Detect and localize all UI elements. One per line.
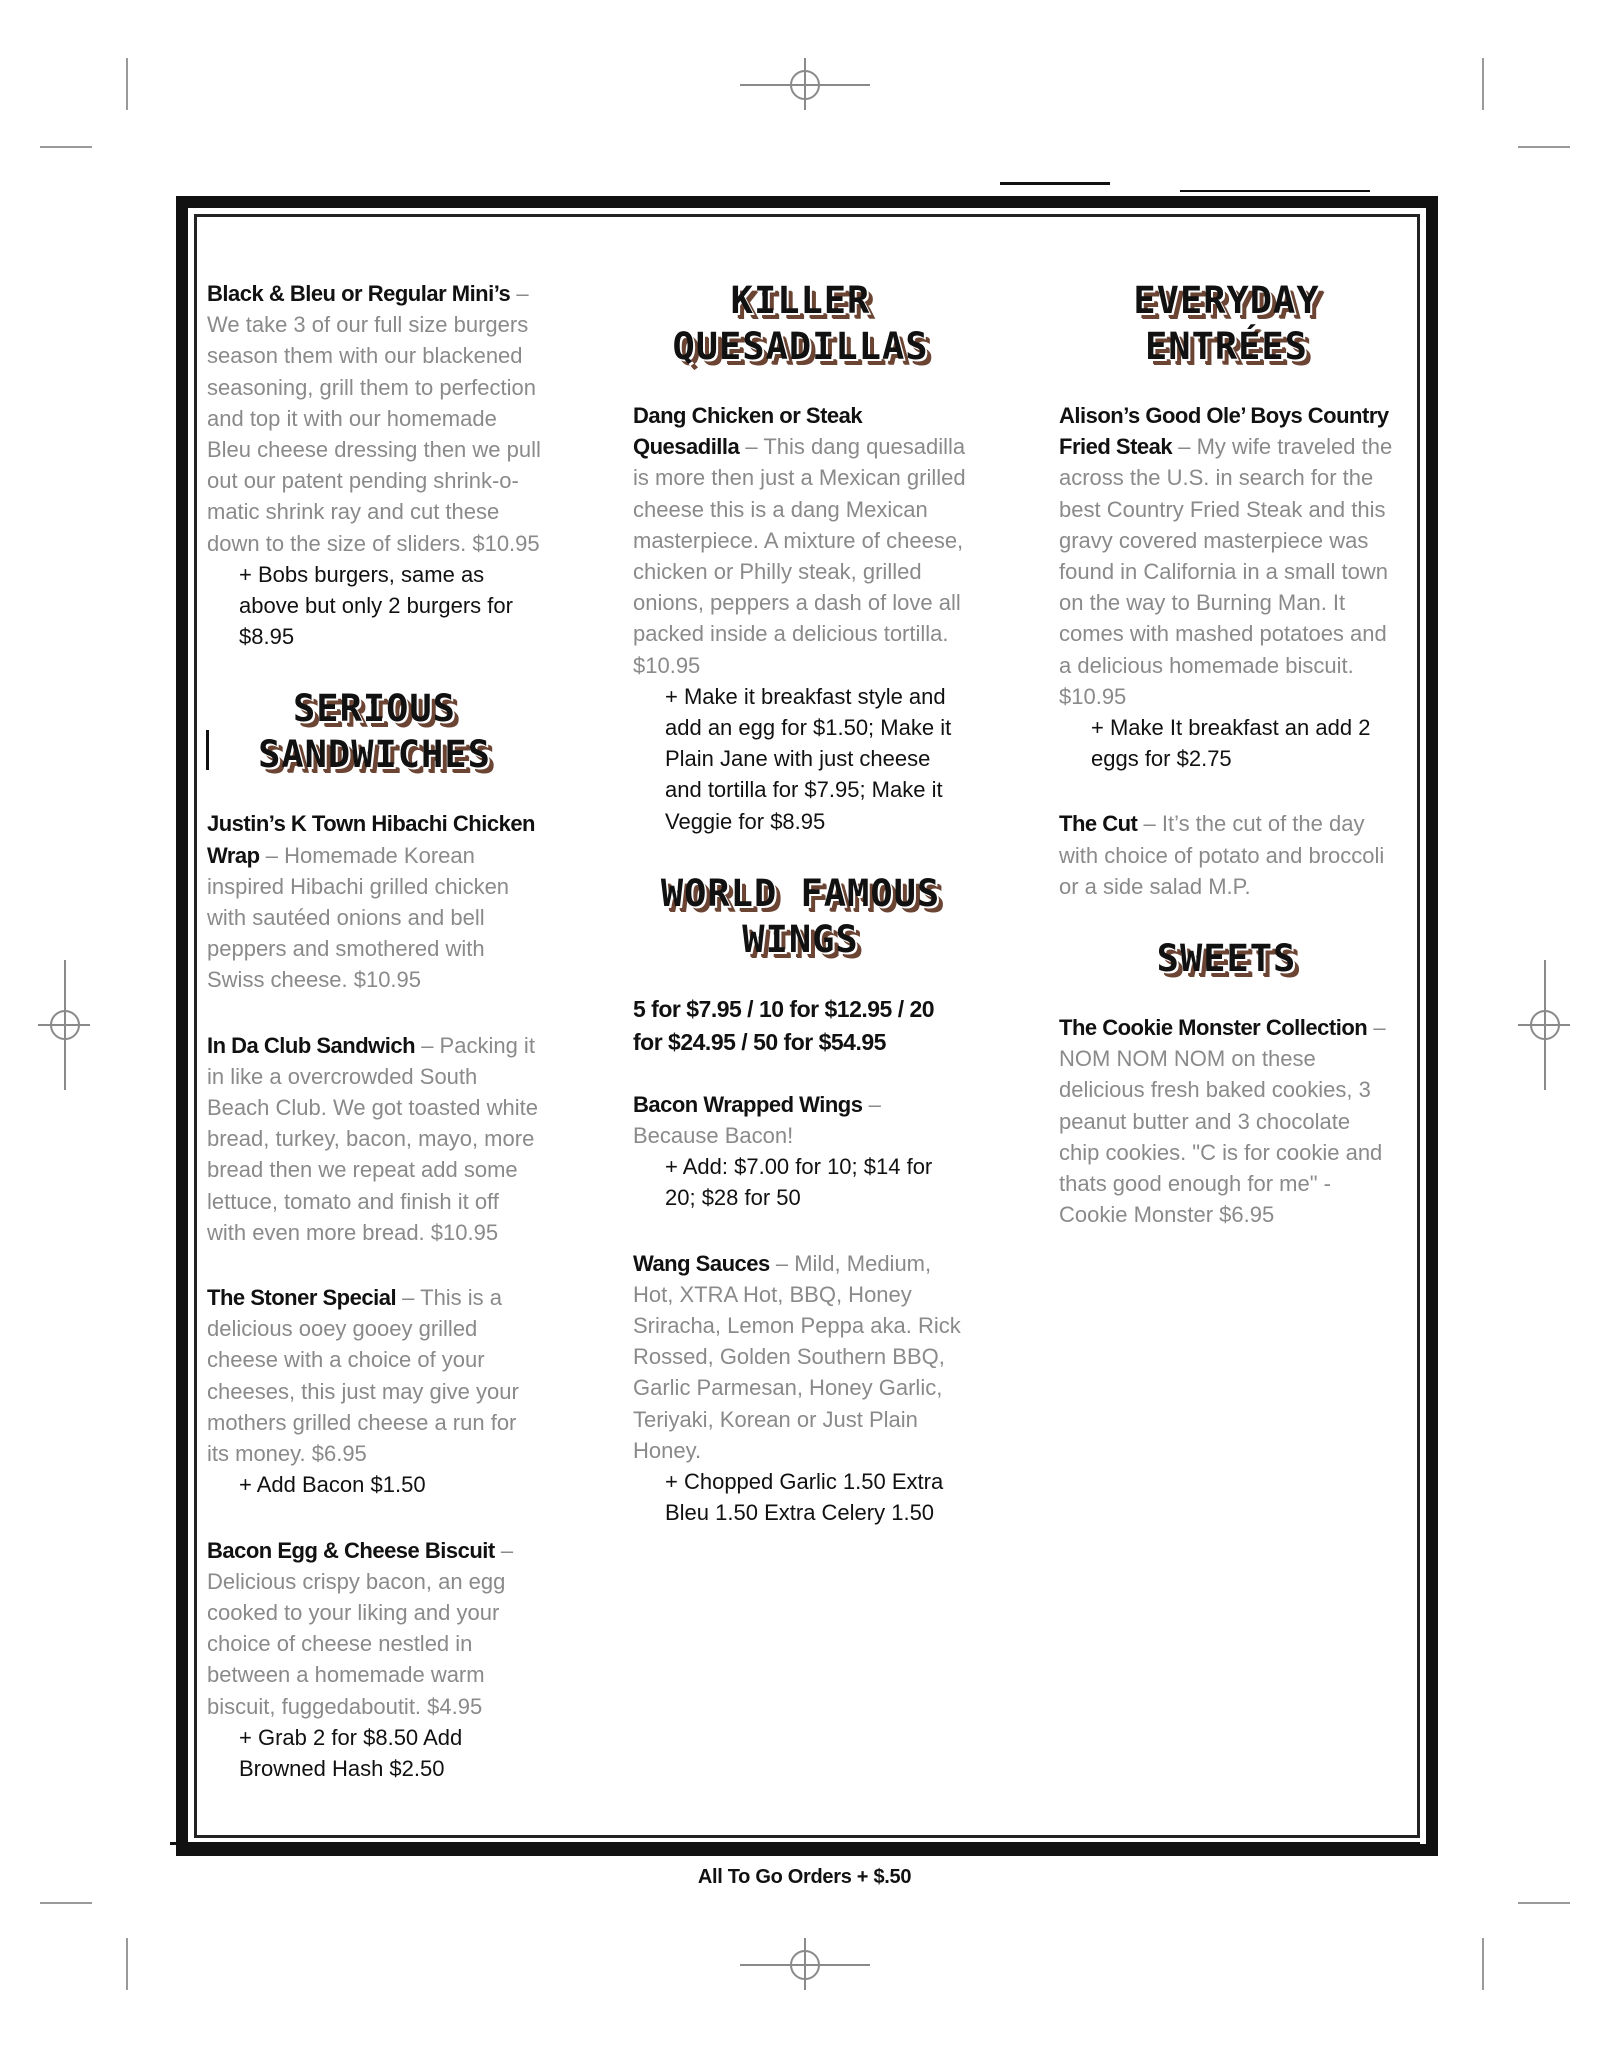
menu-item: The Cut – It’s the cut of the day with choice of potato and broccoli or a side salad M.P. xyxy=(1059,811,1385,899)
crop-mark xyxy=(40,1902,92,1904)
crop-mark xyxy=(1518,146,1570,148)
item-addon: + Grab 2 for $8.50 Add Browned Hash $2.50 xyxy=(239,1724,463,1781)
menu-item: Dang Chicken or Steak Quesadilla – This dang quesadilla is more then just a Mexican grilled cheese this is a dang Mexican masterpiece. A mixture of cheese, chicken or Philly steak, grilled onions, peppers a dash of love all packed inside a delicious tortilla. $10.95 + Make it breakfast style and add an egg for $1.50; Make it Plain Jane with just cheese and tortilla for $7.95; Make it Veggie for $8.95 xyxy=(633,400,968,837)
item-addon: + Add: $7.00 for 10; $14 for 20; $28 for 50 xyxy=(665,1154,933,1211)
crop-mark xyxy=(1482,1938,1484,1990)
item-description: NOM NOM NOM on these delicious fresh baked cookies, 3 peanut butter and 3 chocolate chip cookies. "C is for cookie and thats good enough for me" - Cookie Monster $6.95 xyxy=(1059,1046,1383,1228)
item-description: We take 3 of our full size burgers season them with our blackened seasoning, grill them to perfection and top it with our homemade Bleu cheese dressing then we pull out our patent pending shrink-o-matic shrink ray and cut these down to the size of sliders. $10.95 xyxy=(207,312,541,556)
item-addon: + Make It breakfast an add 2 eggs for $2.75 xyxy=(1091,715,1371,772)
section-heading-wings: WORLD FAMOUS WINGS xyxy=(660,871,941,961)
item-name: The Stoner Special xyxy=(207,1285,397,1311)
crop-mark xyxy=(1518,1902,1570,1904)
item-name: Justin’s K Town Hibachi Chicken Wrap xyxy=(207,811,535,868)
item-name: Wang Sauces xyxy=(633,1250,770,1276)
footer-note: All To Go Orders + $.50 xyxy=(697,1866,912,1888)
item-description: Because Bacon! xyxy=(633,1123,794,1149)
item-description: Mild, Medium, Hot, XTRA Hot, BBQ, Honey Sriracha, Lemon Peppa aka. Rick Rossed, Golden Southern BBQ, Garlic Parmesan, Honey Garlic, Teriyaki, Korean or Just Plain Honey. xyxy=(633,1250,961,1463)
menu-item: Bacon Egg & Cheese Biscuit – Delicious crispy bacon, an egg cooked to your liking and your choice of cheese nestled in between a homemade warm biscuit, fuggedaboutit. $4.95 + Grab 2 for $8.50 Add Browned Hash $2.50 xyxy=(207,1535,542,1785)
crop-mark xyxy=(40,146,92,148)
brush-stroke xyxy=(1180,190,1370,192)
item-addon: + Add Bacon $1.50 xyxy=(239,1472,426,1498)
item-description: Packing it in like a overcrowded South Beach Club. We got toasted white bread, turkey, bacon, mayo, more bread then we repeat add some lettuce, tomato and finish it off with even more bread. $10.95 xyxy=(207,1032,539,1245)
section-heading-quesadillas: KILLER QUESADILLAS xyxy=(672,279,929,368)
item-addon: + Make it breakfast style and add an egg for $1.50; Make it Plain Jane with just cheese and tortilla for $7.95; Make it Veggie for $8.95 xyxy=(665,683,952,834)
item-description: This is a delicious ooey gooey grilled cheese with a choice of your cheeses, this just may give your mothers grilled cheese a run for its money. $6.95 xyxy=(207,1285,519,1467)
item-name: Dang Chicken or Steak Quesadilla xyxy=(633,403,863,460)
item-name: Black & Bleu or Regular Mini’s xyxy=(207,281,511,306)
section-heading-sweets: SWEETS xyxy=(1156,937,1297,981)
menu-item: Bacon Wrapped Wings – Because Bacon! + Add: $7.00 for 10; $14 for 20; $28 for 50 xyxy=(633,1089,968,1214)
item-addon: + Bobs burgers, same as above but only 2 burgers for $8.95 xyxy=(239,561,513,650)
menu-item: In Da Club Sandwich – Packing it in like a overcrowded South Beach Club. We got toasted white bread, turkey, bacon, mayo, more bread then we repeat add some lettuce, tomato and finish it off with even more bread. $10.95 xyxy=(207,1032,539,1245)
brush-stroke xyxy=(170,1842,1420,1845)
item-addon: + Chopped Garlic 1.50 Extra Bleu 1.50 Extra Celery 1.50 xyxy=(665,1469,944,1526)
crop-mark xyxy=(126,58,128,110)
item-name: The Cookie Monster Collection xyxy=(1059,1015,1368,1041)
item-name: Bacon Wrapped Wings xyxy=(633,1091,863,1117)
menu-item: Black & Bleu or Regular Mini’s – We take 3 of our full size burgers season them with our blackened seasoning, grill them to perfection and top it with our homemade Bleu cheese dressing then we pull out our patent pending shrink-o-matic shrink ray and cut these down to the size of sliders. $10.95 + Bobs burgers, same as above but only 2 burgers for $8.95 xyxy=(207,278,542,652)
menu-column-1 xyxy=(207,278,542,1818)
menu-item: The Cookie Monster Collection – NOM NOM NOM on these delicious fresh baked cookies, 3 peanut butter and 3 chocolate chip cookies. "C is for cookie and thats good enough for me" - Cookie Monster $6.95 xyxy=(1059,1015,1386,1228)
item-description: My wife traveled the across the U.S. in search for the best Country Fried Steak and this gravy covered masterpiece was found in California in a small town on the way to Burning Man. It comes with mashed potatoes and a delicious homemade biscuit. $10.95 xyxy=(1059,434,1393,709)
item-description: This dang quesadilla is more then just a Mexican grilled cheese this is a dang Mexican masterpiece. A mixture of cheese, chicken or Philly steak, grilled onions, peppers a dash of love all packed inside a delicious tortilla. $10.95 xyxy=(633,434,966,678)
menu-column-3 xyxy=(1059,278,1394,1264)
item-name: Bacon Egg & Cheese Biscuit xyxy=(207,1537,495,1563)
brush-stroke xyxy=(1426,1730,1429,1830)
item-description: It’s the cut of the day with choice of potato and broccoli or a side salad M.P. xyxy=(1059,811,1385,899)
brush-stroke xyxy=(1000,182,1110,185)
item-name: In Da Club Sandwich xyxy=(207,1032,416,1058)
crop-mark xyxy=(126,1938,128,1990)
item-description: Delicious crispy bacon, an egg cooked to your liking and your choice of cheese nestled in between a homemade warm biscuit, fuggedaboutit. $4.95 xyxy=(207,1568,506,1719)
menu-item: Alison’s Good Ole’ Boys Country Fried Steak – My wife traveled the across the U.S. in search for the best Country Fried Steak and this gravy covered masterpiece was found in California in a small town on the way to Burning Man. It comes with mashed potatoes and a delicious homemade biscuit. $10.95 + Make It breakfast an add 2 eggs for $2.75 xyxy=(1059,400,1394,774)
item-name: The Cut xyxy=(1059,811,1138,837)
menu-column-2 xyxy=(633,278,968,1562)
section-heading-sandwiches: SERIOUS SANDWICHES xyxy=(258,687,491,777)
wings-price-list: 5 for $7.95 / 10 for $12.95 / 20 for $24.95 / 50 for $54.95 xyxy=(633,995,935,1055)
menu-item: Justin’s K Town Hibachi Chicken Wrap – Homemade Korean inspired Hibachi grilled chicken with sautéed onions and bell peppers and smothered with Swiss cheese. $10.95 xyxy=(207,811,535,993)
item-description: Homemade Korean inspired Hibachi grilled chicken with sautéed onions and bell peppers and smothered with Swiss cheese. $10.95 xyxy=(207,842,510,993)
menu-item: The Stoner Special – This is a delicious ooey gooey grilled cheese with a choice of your cheeses, this just may give your mothers grilled cheese a run for its money. $6.95 + Add Bacon $1.50 xyxy=(207,1282,542,1500)
menu-item: Wang Sauces – Mild, Medium, Hot, XTRA Hot, BBQ, Honey Sriracha, Lemon Peppa aka. Rick Rossed, Golden Southern BBQ, Garlic Parmesan, Honey Garlic, Teriyaki, Korean or Just Plain Honey. + Chopped Garlic 1.50 Extra Bleu 1.50 Extra Celery 1.50 xyxy=(633,1248,968,1529)
crop-mark xyxy=(1482,58,1484,110)
item-name: Alison’s Good Ole’ Boys Country Fried Steak xyxy=(1059,403,1389,460)
section-heading-entrees: EVERYDAY ENTRÉES xyxy=(1133,279,1320,368)
